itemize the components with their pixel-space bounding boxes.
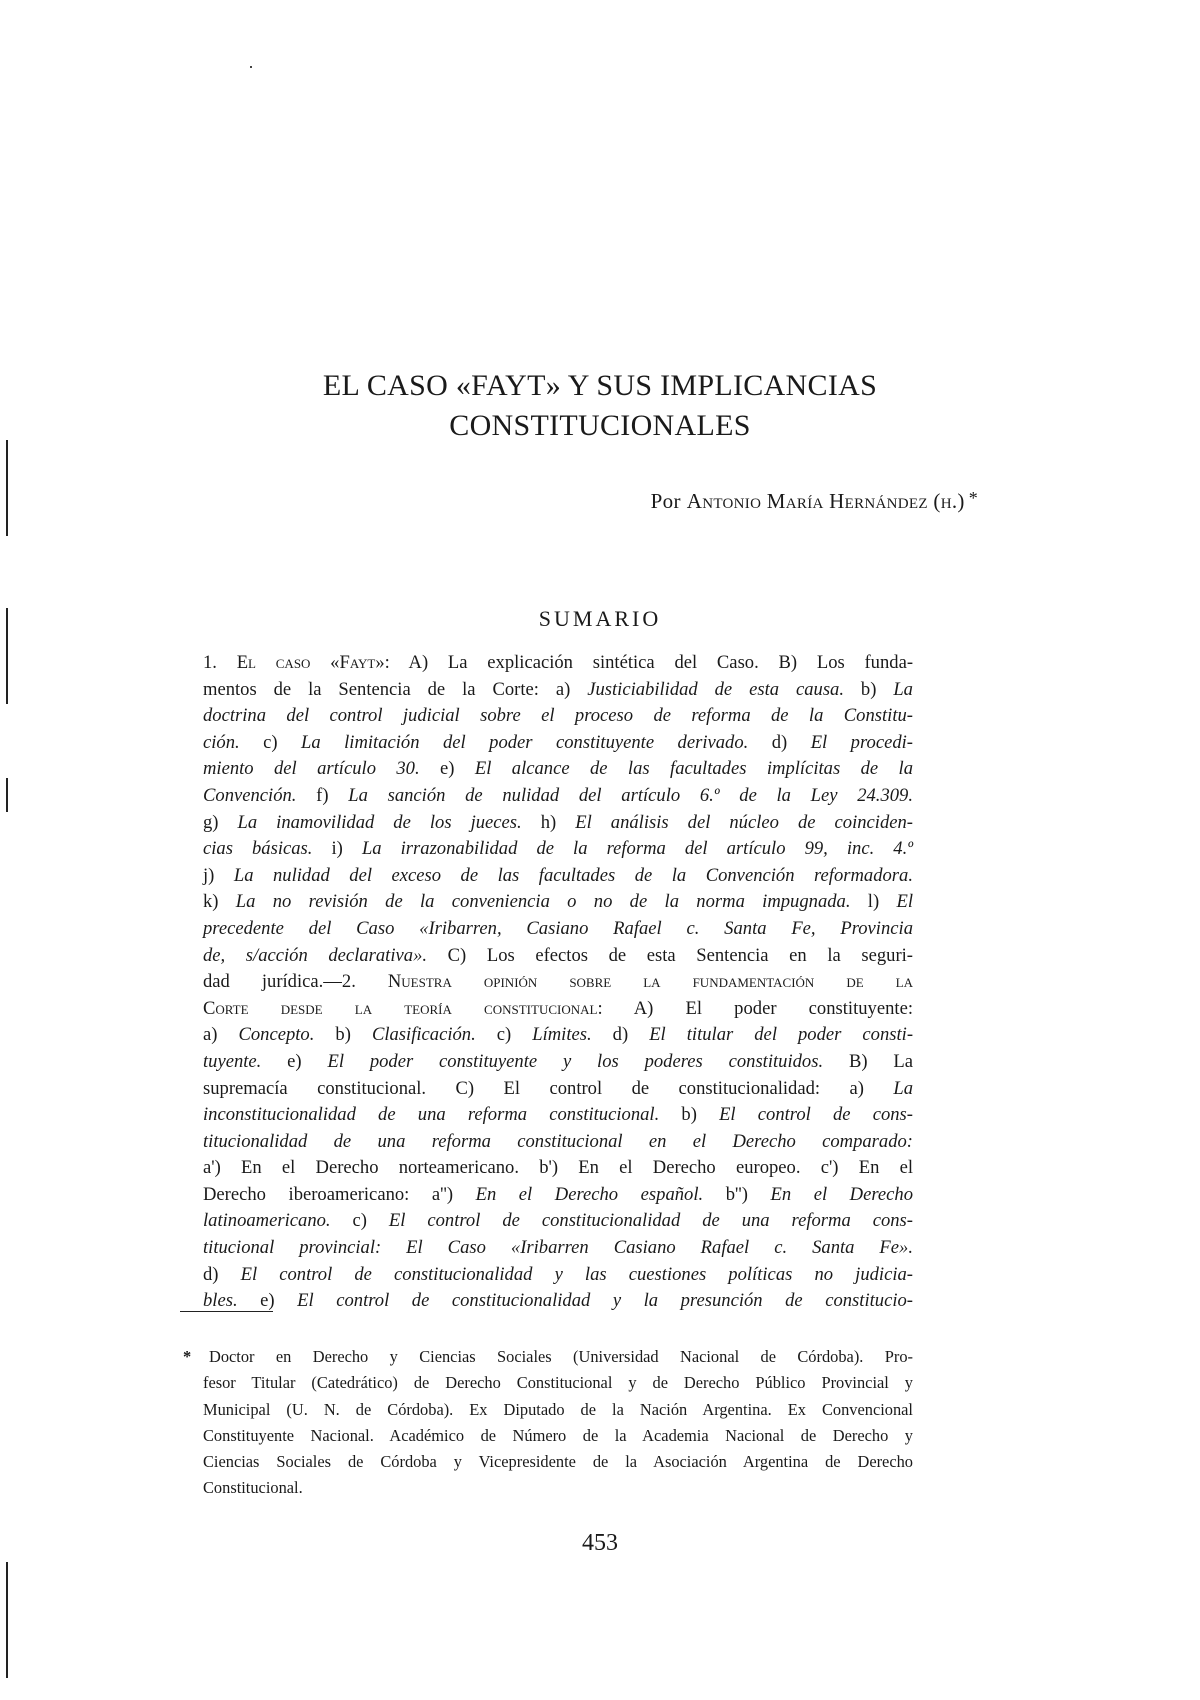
summary-line bbox=[203, 756, 913, 783]
summary-italic-text: El bbox=[896, 891, 914, 913]
summary-line bbox=[203, 703, 913, 730]
summary-line bbox=[203, 1208, 913, 1235]
summary-line bbox=[203, 1235, 913, 1262]
summary-line bbox=[203, 1262, 913, 1289]
summary-italic-text: En el Derecho español. bbox=[475, 1183, 704, 1205]
summary-text: e) bbox=[237, 1290, 298, 1312]
summary-italic-text: de, s/acción declarativa». bbox=[203, 944, 428, 966]
footnote-text: Doctor en Derecho y Ciencias Sociales (Universidad Nacional de Córdoba). Pro- bbox=[209, 1347, 913, 1366]
summary-text: dad jurídica.—2. bbox=[203, 971, 388, 993]
summary-line bbox=[203, 1049, 913, 1076]
summary-line bbox=[203, 889, 913, 916]
author-byline bbox=[651, 488, 978, 514]
summary-text: c) bbox=[330, 1210, 389, 1232]
summary-text: f) bbox=[296, 784, 349, 806]
summary-line bbox=[203, 863, 913, 890]
summary-italic-text: Clasificación. bbox=[371, 1024, 476, 1046]
footnote-text: Ciencias Sociales de Córdoba y Vicepresidente de la Asociación Argentina de Derecho bbox=[203, 1452, 913, 1472]
summary-italic-text: ción. bbox=[203, 731, 240, 753]
summary-text: l) bbox=[850, 891, 897, 913]
summary-text: e) bbox=[261, 1050, 328, 1072]
footnote-reference-marker: * bbox=[968, 488, 978, 508]
summary-text: d) bbox=[203, 1263, 241, 1285]
summary-line bbox=[203, 969, 913, 996]
summary-text: d) bbox=[591, 1024, 650, 1046]
scan-edge-mark bbox=[6, 778, 8, 812]
summary-line bbox=[203, 996, 913, 1023]
footnote-line bbox=[203, 1423, 913, 1449]
scan-edge-mark bbox=[6, 608, 8, 704]
summary-text: : A) El poder constituyente: bbox=[597, 997, 913, 1019]
summary-italic-text: Límites. bbox=[532, 1024, 592, 1046]
summary-line bbox=[203, 650, 913, 677]
summary-text: g) bbox=[203, 811, 238, 833]
summary-italic-text: El control de constitucionalidad de una reforma cons- bbox=[388, 1210, 913, 1232]
footnote-line bbox=[203, 1449, 913, 1475]
footnote-line bbox=[203, 1370, 913, 1396]
summary-italic-text: El alcance de las facultades implícitas de la bbox=[474, 758, 913, 780]
summary-line bbox=[203, 916, 913, 943]
article-title bbox=[160, 366, 1040, 446]
summary-text: e) bbox=[419, 758, 475, 780]
footnote-marker: * bbox=[183, 1347, 192, 1366]
summary-italic-text: titucionalidad de una reforma constitucional en el Derecho comparado: bbox=[203, 1130, 913, 1152]
summary-text: b) bbox=[314, 1024, 372, 1046]
summary-italic-text: latinoamericano. bbox=[203, 1210, 331, 1232]
summary-italic-text: La irrazonabilidad de la reforma del artículo 99, inc. 4.º bbox=[361, 838, 914, 860]
summary-text: : A) La explicación sintética del Caso. B) Los funda- bbox=[384, 652, 914, 673]
summary-body bbox=[203, 650, 913, 1315]
summary-line bbox=[203, 783, 913, 810]
summary-text: b) bbox=[659, 1104, 720, 1126]
article-title-line-2: CONSTITUCIONALES bbox=[449, 409, 751, 442]
summary-italic-text: Justiciabilidad de esta causa. bbox=[587, 678, 845, 700]
summary-text: c) bbox=[239, 731, 302, 753]
scan-speck bbox=[250, 66, 252, 68]
summary-line bbox=[203, 836, 913, 863]
summary-line bbox=[203, 1022, 913, 1049]
summary-italic-text: El control de constitucionalidad y las cuestiones políticas no judicia- bbox=[240, 1263, 913, 1285]
footnote-text: Constitucional. bbox=[203, 1478, 303, 1498]
scan-edge-mark bbox=[6, 440, 8, 536]
summary-text: a) bbox=[203, 1024, 239, 1046]
summary-italic-text: El análisis del núcleo de coinciden- bbox=[575, 811, 913, 833]
summary-text: b) bbox=[844, 678, 894, 700]
summary-smallcaps-text: El caso «Fayt» bbox=[236, 652, 385, 673]
summary-line bbox=[203, 1102, 913, 1129]
summary-text: a') En el Derecho norteamericano. b') En el Derecho europeo. c') En el bbox=[203, 1157, 913, 1179]
summary-heading: SUMARIO bbox=[538, 606, 662, 631]
summary-line bbox=[203, 677, 913, 704]
summary-italic-text: precedente del Caso «Iribarren, Casiano Rafael c. Santa Fe, Provincia bbox=[203, 917, 913, 939]
summary-italic-text: La limitación del poder constituyente derivado. bbox=[301, 731, 749, 753]
footnote-line bbox=[203, 1397, 913, 1423]
summary-text: mentos de la Sentencia de la Corte: a) bbox=[203, 678, 588, 700]
summary-italic-text: La bbox=[893, 678, 913, 700]
page-number: 453 bbox=[582, 1530, 618, 1556]
summary-italic-text: Convención. bbox=[203, 784, 297, 806]
summary-italic-text: La nulidad del exceso de las facultades de la Convención reformadora. bbox=[233, 864, 913, 886]
summary-italic-text: Concepto. bbox=[238, 1024, 315, 1046]
summary-italic-text: miento del artículo 30. bbox=[203, 758, 420, 780]
summary-smallcaps-text: Nuestra opinión sobre la fundamentación de la bbox=[387, 971, 913, 993]
summary-italic-text: cias básicas. bbox=[203, 838, 313, 860]
summary-italic-text: La sanción de nulidad del artículo 6.º de la Ley 24.309. bbox=[348, 784, 913, 806]
summary-line bbox=[203, 1076, 913, 1103]
summary-italic-text: titucional provincial: El Caso «Iribarren Casiano Rafael c. Santa Fe». bbox=[203, 1237, 913, 1259]
summary-smallcaps-text: Corte desde la teoría constitucional bbox=[203, 997, 598, 1019]
scan-edge-mark bbox=[6, 1562, 8, 1678]
summary-text: B) La bbox=[823, 1050, 913, 1072]
author-name: Antonio María Hernández (h.) bbox=[686, 489, 965, 513]
summary-italic-text: La no revisión de la conveniencia o no de la norma impugnada. bbox=[235, 891, 851, 913]
summary-line bbox=[203, 943, 913, 970]
summary-line bbox=[203, 730, 913, 757]
summary-text: supremacía constitucional. C) El control de constitucionalidad: a) bbox=[203, 1077, 894, 1099]
byline-prefix: Por bbox=[650, 489, 681, 513]
footnote-text: fesor Titular (Catedrático) de Derecho Constitucional y de Derecho Público Provincial y bbox=[203, 1373, 913, 1393]
summary-italic-text: El poder constituyente y los poderes constituidos. bbox=[327, 1050, 824, 1072]
summary-text: d) bbox=[748, 731, 811, 753]
summary-text: j) bbox=[203, 864, 234, 886]
summary-italic-text: El control de cons- bbox=[719, 1104, 913, 1126]
summary-line bbox=[203, 810, 913, 837]
summary-text: C) Los efectos de esta Sentencia en la seguri- bbox=[427, 944, 913, 966]
summary-text: c) bbox=[475, 1024, 533, 1046]
summary-line bbox=[203, 1182, 913, 1209]
summary-text: 1. bbox=[203, 652, 237, 673]
summary-italic-text: bles. bbox=[203, 1290, 238, 1312]
summary-line bbox=[203, 1155, 913, 1182]
footnote-text: Municipal (U. N. de Córdoba). Ex Diputado de la Nación Argentina. Ex Convencional bbox=[203, 1399, 913, 1419]
footnote-line bbox=[203, 1475, 913, 1501]
summary-text: b'') bbox=[703, 1183, 771, 1205]
summary-italic-text: doctrina del control judicial sobre el proceso de reforma de la Constitu- bbox=[203, 705, 913, 727]
summary-italic-text: El titular del poder consti- bbox=[649, 1024, 914, 1046]
footnote-text: Constituyente Nacional. Académico de Número de la Academia Nacional de Derecho y bbox=[203, 1425, 913, 1445]
footnote-separator bbox=[180, 1311, 273, 1312]
summary-text: i) bbox=[312, 838, 362, 860]
article-title-line-1: EL CASO «FAYT» Y SUS IMPLICANCIAS bbox=[322, 369, 878, 402]
summary-italic-text: El control de constitucionalidad y la presunción de constitucio- bbox=[297, 1290, 913, 1312]
summary-text: Derecho iberoamericano: a'') bbox=[203, 1183, 476, 1205]
summary-italic-text: La bbox=[893, 1077, 913, 1099]
summary-italic-text: El procedi- bbox=[810, 731, 913, 753]
summary-italic-text: tuyente. bbox=[203, 1050, 262, 1072]
footnote bbox=[183, 1344, 913, 1502]
summary-italic-text: En el Derecho bbox=[770, 1183, 913, 1205]
summary-text: h) bbox=[521, 811, 576, 833]
summary-text: k) bbox=[203, 891, 236, 913]
footnote-line bbox=[183, 1344, 913, 1370]
summary-line bbox=[203, 1129, 913, 1156]
summary-line bbox=[203, 1288, 913, 1315]
summary-italic-text: inconstitucionalidad de una reforma constitucional. bbox=[203, 1104, 660, 1126]
summary-italic-text: La inamovilidad de los jueces. bbox=[237, 811, 522, 833]
